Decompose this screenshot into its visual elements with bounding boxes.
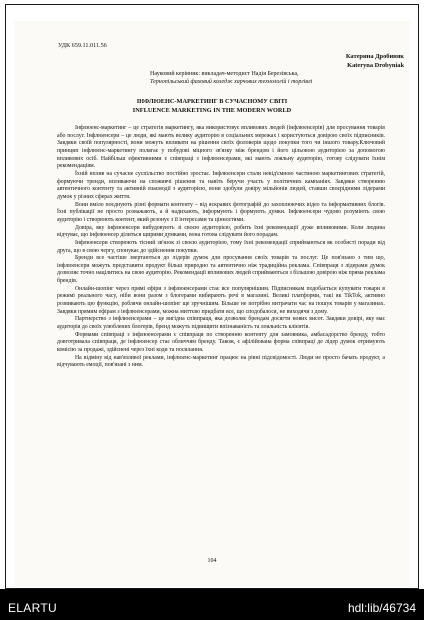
institution-line: Тернопільський фаховий коледж харчових технологій і торгівлі <box>150 79 313 85</box>
title-ua: ІНФЛЮЕНС-МАРКЕТИНГ В СУЧАСНОМУ СВІТІ <box>136 98 288 105</box>
repository-name: ELARTU <box>8 601 57 615</box>
authors <box>346 52 404 70</box>
supervisor-line: Науковий керівник: викладач-методист Надія Березівська, <box>150 71 299 77</box>
paragraph: Формами співпраці з інфлюенсерами є співпраця по створенню контенту для замовника, амбасадорство бренду, тобто довготривала співпраця, де інфлюенсер стає обличчям бренду. Також, є афілійована форма співпраці де лідер думок отримують комісію за продажі, здійснені через їхні коди та посилання. <box>57 331 385 354</box>
author-name-ua: Катерина Дробиняк <box>345 53 404 60</box>
paragraph: Інфлюенсери створюють тісний зв'язок зі своєю аудиторією, тому їхні рекомендації сприймаються як особисті поради від друга, що в свою чергу, спонукає до здійснення покупки. <box>57 239 385 254</box>
title-en: INFLUENCE MARKETING IN THE MODERN WORLD <box>132 106 292 114</box>
paragraph: Довіра, яку інфлюенсери вибудовують зі своєю аудиторією, робить їхні рекомендації дуже впливовими. Коли людина відчуває, що інфлюенсер ділиться щирими думками, вона готова слідувати його порадам. <box>57 224 385 239</box>
paragraph: Їхній вплив на сучасне суспільство постійно зростає. Інфлюенсери стали невід'ємною частиною маркетингових стратегій, формуючи тренди, впливаючи на споживчі рішення та навіть беручи участь у політичних кампаніях. Завдяки створенню автентичного контенту та активній взаємодії з аудиторією, вони здобули довіру мільйонів людей, ставши своєрідними лідерами думок у різних сферах життя. <box>57 170 385 200</box>
paragraph: Партнерство з інфлюенсерами – це вигідна співпраця, яка дозволяє брендам досягти нових висот. Завдяки довірі, яку має аудиторія до своїх улюблених блогерів, бренд можуть підвищити впізнаваність та лояльність клієнтів. <box>57 316 385 331</box>
paragraph: Вони вміло поєднують різні формати контенту – від яскравих фотографій до захоплюючих відео та інформативних блогів. Їхні публікації не просто розважають, а й надихають, інформують і формують думки. Інфлюенсери чудово розуміють свою аудиторію і створюють контент, який резонує з її інтересами та цінностями. <box>57 201 385 223</box>
footer-bar <box>0 589 424 620</box>
handle-link[interactable]: hdl:lib/46734 <box>347 601 416 615</box>
paper-title <box>20 98 404 115</box>
author-name-en: Kateryna Drobyniak <box>347 62 404 69</box>
paragraph: На відміну від нав'язливої реклами, інфлюенс-маркетинг працює на рівні підсвідомості. Люди не просто бачать продукт, а відчувають емоції, пов'язані з ним. <box>57 354 385 369</box>
supervisor-block <box>150 70 380 86</box>
page-number: 104 <box>207 558 217 564</box>
paragraph: Онлайн-шопінг через прямі ефіри з інфлюенсерами стає все популярнішим. Підписникам подобається купувати товари в режимі реального часу, ніби вони разом з блогерами вибирають речі в магазині. Великі платформи, такі як TikTok, активно розвивають цю функцію, роблячи онлайн-шопінг ще зручнішим. Більше не потрібно витрачати час на пошук товарів у магазинах. Завдяки прямим ефірам з інфлюенсерами, можна миттєво придбати все, що сподобалося, не виходячи з дому. <box>57 285 385 315</box>
body-text <box>57 125 385 370</box>
udk-code: УДК 659.11.011.56 <box>58 42 107 49</box>
paragraph: Інфлюенс-маркетинг – це стратегія маркетингу, яка використовує впливових людей (інфлюенсерів) для просування товарів або послуг. Інфлюенсери – це люди, які мають велику аудиторію в соціальних мережах і користуються довірою своїх підписників. Завдяки своїй популярності, вони можуть впливати на рішення своїх фоловерів щодо покупки того чи іншого товару.Ключовий принцип інфлюенс-маркетингу полягає у побудові міцного зв'язку між брендом і його цільовою аудиторією за допомогою впливових осіб. Найбільш ефективними є співпраці з інфлюенсерами, які мають лояльну аудиторію, готову слідувати їхнім рекомендаціям. <box>57 125 385 170</box>
paragraph: Бренди все частіше звертаються до лідерів думок для просування своїх товарів та послуг. Це пов'язано з тим що, інфлюенсери можуть представити продукт більш природно та автентично ніж традиційна реклама. Співпраця з лідерами думок дозволяє точно націлитись на свою аудиторію. Рекомендації впливових людей сприймаються з більшою довірою ніж пряма реклама брендів. <box>57 255 385 285</box>
